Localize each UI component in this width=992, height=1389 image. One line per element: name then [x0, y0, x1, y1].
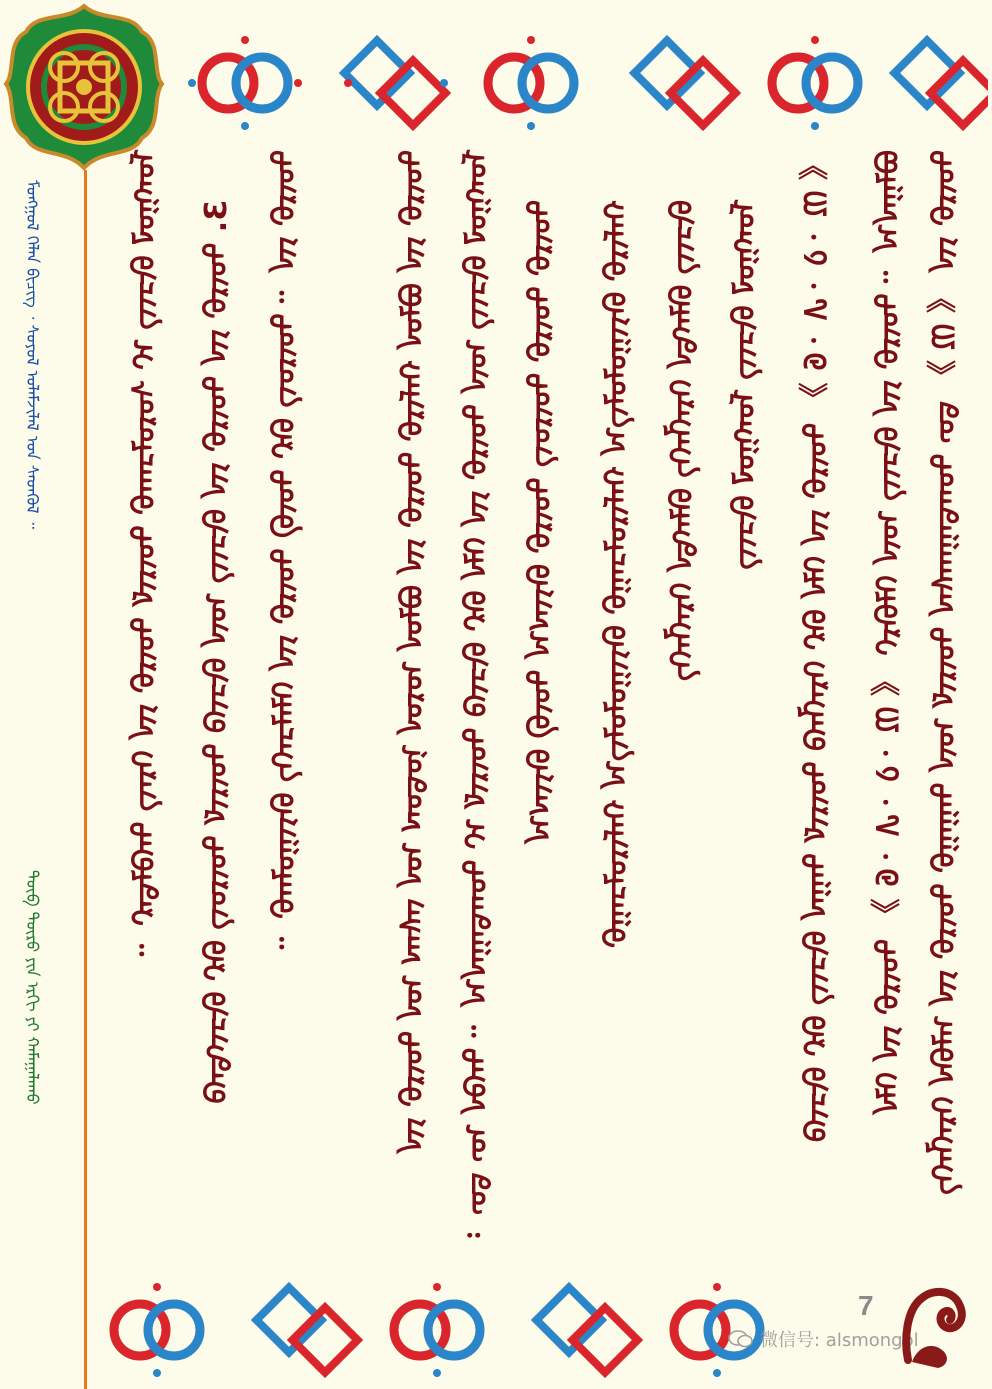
wechat-bubble-icon — [728, 1329, 754, 1349]
top-knot-ornament-band — [188, 28, 988, 138]
text-column-8: ᠮᠣᠩᠭᠣᠯ ᠪᠢᠴᠢᠭ ᠦᠨ ᠲᠥᠷᠥ ᠶᠢᠨ ᠬᠡᠯᠡ ᠪᠡᠷ ᠪᠢᠴᠢᠬᠦ ᠳᠦᠷᠢᠮ ᠢ ᠲᠣᠭᠲᠠᠭᠠᠨ᠎ᠠ ᠃ ᠲᠡᠭᠦᠨ ᠦ ᠳᠦ ᠄ — [459, 150, 494, 1238]
text-column-9: ᠲᠥᠷᠥ ᠶᠢᠨ ᠪᠣᠯᠣᠨ ᠬᠠᠮᠢᠷᠤ ᠲᠥᠷᠥ ᠶᠢᠨ ᠪᠣᠯᠣᠨ ᠣᠷᠣᠨ ᠨᠤᠲᠤᠭ ᠤᠨ ᠵᠠᠰᠠᠭ ᠤᠨ ᠲᠥᠷᠥ ᠶᠢᠨ — [395, 150, 430, 1154]
watermark-text: 微信号: alsmongol — [760, 1330, 919, 1351]
text-column-3: 《 ᠓ ᠂ ᠔ ᠂ ᠕ ᠂ ᠖ 》 ᠲᠥᠷᠥ ᠶᠢᠨ ᠬᠡᠯᠡ ᠪᠡᠷ ᠬᠡᠷᠡᠭᠯᠡᠬᠦ ᠳᠦᠷᠢᠮ ᠳᠠᠭᠠᠨ ᠪᠢᠴᠢᠭ ᠪᠠᠷ ᠪᠢᠴᠢᠬᠦ — [799, 150, 834, 1143]
text-column-1: ᠲᠥᠷᠥ ᠶᠢᠨ 《 ᠓ 》 ᠳᠦ ᠲᠣᠭᠲᠠᠭᠠᠭᠰᠠᠨ ᠳᠦᠷᠢᠮ ᠦᠨ ᠳᠠᠭᠠᠭᠤ ᠲᠥᠷᠥ ᠶᠢᠨ ᠠᠯᠪᠠᠨ ᠬᠡᠷᠡᠭᠯᠡᠭᠡ — [927, 150, 962, 1195]
text-column-7: ᠲᠥᠷᠥ ᠲᠥᠷᠥ ᠲᠦᠷᠦᠭ ᠲᠥᠷᠥ ᠪᠠᠶᠢᠭ᠎ᠠ ᠲᠥᠪ ᠪᠠᠶᠢᠭ᠎ᠠ — [523, 200, 558, 845]
text-column-11: 3. ᠲᠥᠷᠥ ᠶᠢᠨ ᠲᠥᠷᠥ ᠶᠢᠨ ᠪᠢᠴᠢᠭ ᠦᠨ ᠪᠢᠴᠢᠬᠦ ᠳᠦᠷᠢᠮ ᠲᠦᠷᠦᠭ ᠪᠡᠷ ᠪᠢᠴᠢᠭᠳᠡᠬᠦ — [199, 200, 234, 1104]
sidebar-lower-text: ᠲᠥᠪ ᠲᠥᠷᠥ ᠶᠢᠨ ᠡᠷᠬᠢ ᠶᠢ ᠬᠠᠮᠠᠭᠠᠯᠠᠬᠤ — [23, 870, 42, 1105]
text-column-2: ᠪᠣᠯᠭᠠᠨ᠎ᠠ ᠃ ᠲᠥᠷᠥ ᠶᠢᠨ ᠪᠢᠴᠢᠭ ᠦᠨ ᠬᠡᠯᠪᠡᠷᠢ 《 ᠓ ᠂ ᠔ ᠂ ᠕ ᠂ ᠖ 》 ᠲᠥᠷᠥ ᠶᠢᠨ ᠬᠡᠯᠡ — [871, 150, 906, 1115]
page-number: 7 — [858, 1290, 874, 1321]
text-column-6: ᠬᠠᠮᠢᠷᠤ ᠪᠠᠶᠢᠭᠤᠯᠤᠯᠭ᠎ᠠ ᠬᠠᠮᠢᠷᠤᠯᠴᠠᠭᠤ ᠪᠠᠶᠢᠭᠤᠯᠤᠯᠭ᠎ᠠ ᠬᠠᠮᠢᠷᠤᠯᠴᠠᠭᠤ — [599, 200, 634, 949]
text-column-12: ᠮᠣᠩᠭᠣᠯ ᠪᠢᠴᠢᠭ ᠢ ᠰᠤᠷᠤᠯᠴᠠᠬᠤ ᠳᠦᠷᠢᠮ ᠲᠥᠷᠥ ᠶᠢᠨ ᠬᠡᠷᠡᠭ ᠲᠡᠭᠦᠯᠳᠡᠷ ᠃ — [127, 150, 162, 957]
text-column-5: ᠪᠢᠴᠢᠭ ᠪᠡᠯᠡᠭᠲᠡ ᠬᠡᠷᠡᠭᠯᠡᠭᠡ ᠪᠡᠯᠡᠭᠲᠡ ᠬᠡᠷᠡᠭᠯᠡᠭᠡ — [665, 200, 700, 682]
ram-head-emblem-icon — [898, 1280, 970, 1370]
text-column-10: ᠲᠥᠷᠥ ᠶᠢᠨ ᠃ ᠲᠦᠷᠦᠭ ᠪᠡᠷ ᠲᠥᠪ ᠲᠥᠷᠥ ᠶᠢᠨ ᠬᠡᠯᠡᠯᠴᠡᠭᠡ ᠪᠠᠶᠢᠭᠤᠯᠬᠤ ᠃ — [267, 150, 302, 950]
wechat-watermark — [728, 1326, 919, 1352]
text-column-4: ᠮᠣᠩᠭᠣᠯ ᠪᠢᠴᠢᠭ ᠮᠣᠩᠭᠣᠯ ᠪᠢᠴᠢᠭ — [727, 200, 762, 570]
sidebar-upper-text: ᠮᠣᠩᠭᠣᠯ ᠬᠡᠯᠡᠨ ᠪᠢᠴᠢᠭ᠌ ᠂ ᠰᠣᠶᠣᠯ ᠤᠯᠠᠮᠵᠢᠯᠠᠯ ᠤᠨ ᠰᠡᠳᠬᠦᠯ ᠃ — [23, 180, 42, 530]
vertical-divider-rule — [84, 170, 87, 1389]
corner-medallion-ornament — [2, 2, 166, 172]
